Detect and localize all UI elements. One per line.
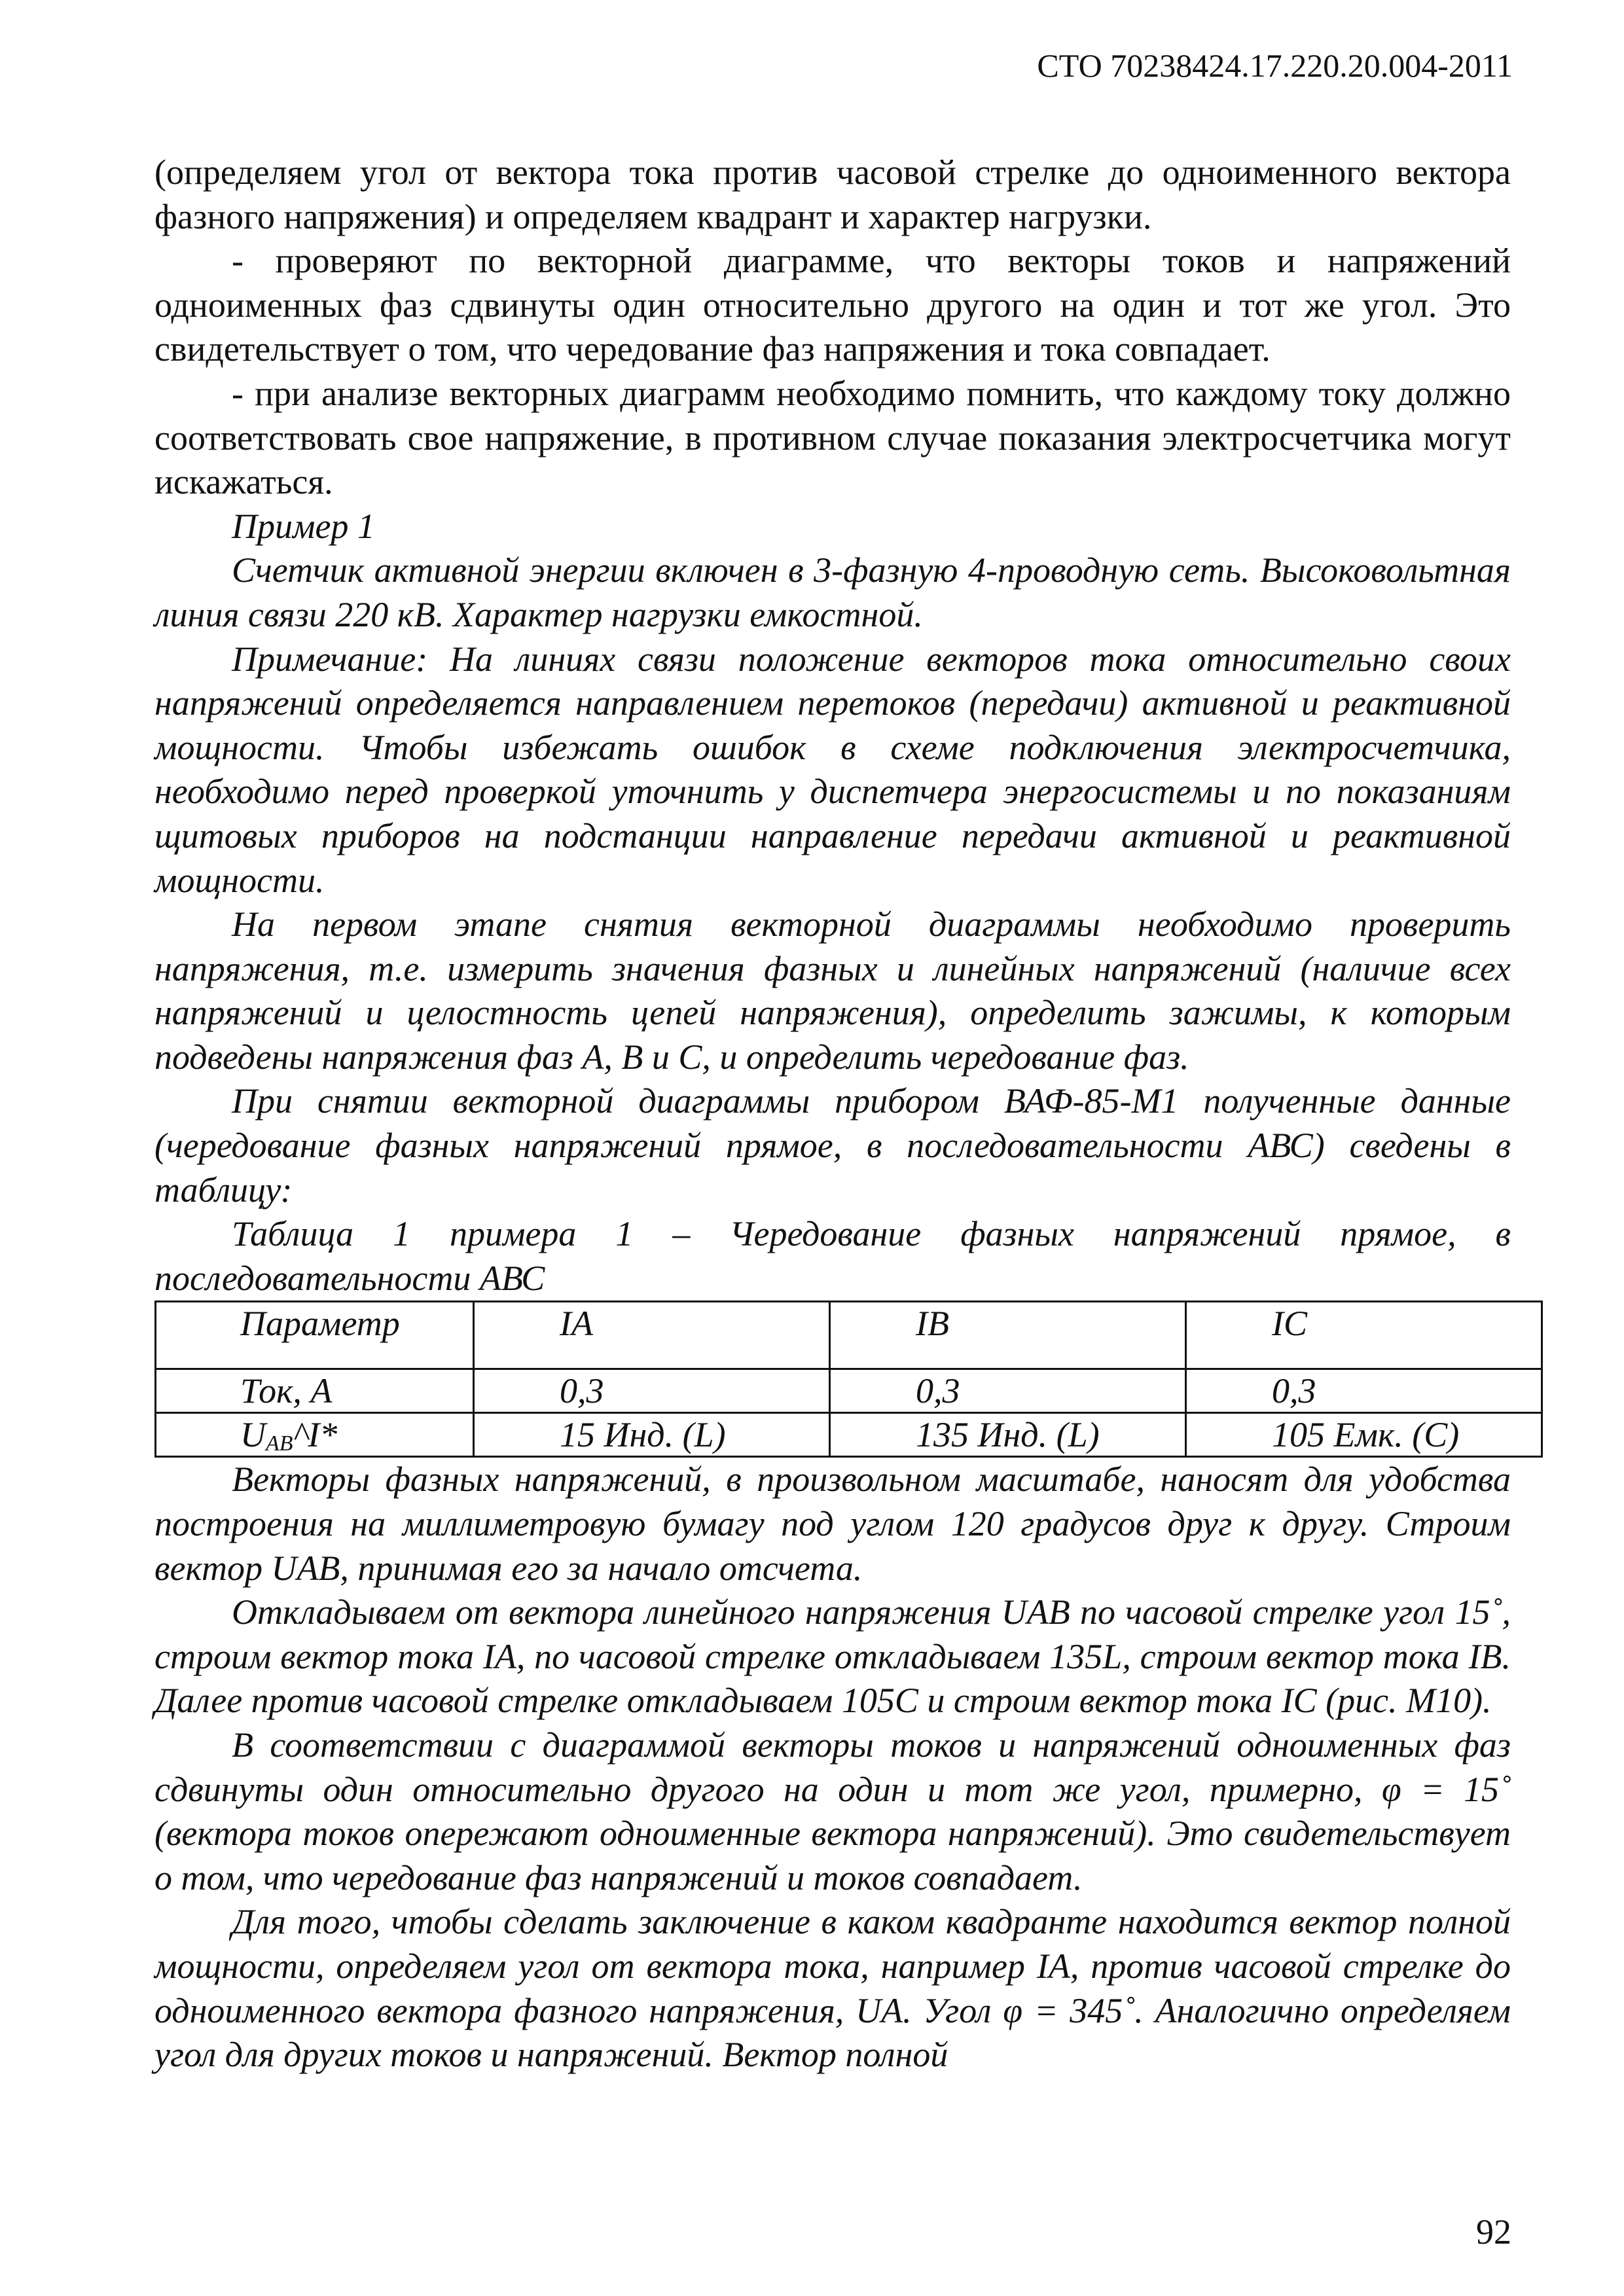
table-header-cell: IC: [1186, 1302, 1542, 1369]
paragraph-check-vectors: - проверяют по векторной диаграмме, что векторы токов и напряжений одноименных фаз сдвинуты один относительно другого на один и тот же угол. Это свидетельствует о том, что чередование фаз напряжения и тока совпадает.: [154, 241, 1511, 369]
angle-label-main: U: [240, 1415, 266, 1455]
table-row-angle: [156, 1413, 1542, 1457]
table-cell: Ток, А: [156, 1369, 474, 1413]
phase-data-table: [154, 1300, 1543, 1458]
table-cell: 105 Емк. (С): [1186, 1413, 1542, 1457]
table-header-row: [156, 1302, 1542, 1369]
table-cell: 0,3: [1186, 1369, 1542, 1413]
paragraph-angle-construction: Откладываем от вектора линейного напряжения UAB по часовой стрелке угол 15˚, строим вектор тока IA, по часовой стрелке откладываем 135L, строим вектор тока IB. Далее против часовой стрелке откладываем 105С и строим вектор тока IC (рис. М10).: [154, 1592, 1511, 1721]
paragraph-continuation: (определяем угол от вектора тока против часовой стрелке до одноименного вектора фазного напряжения) и определяем квадрант и характер нагрузки.: [154, 152, 1511, 236]
table-cell: 0,3: [830, 1369, 1186, 1413]
page-body: [154, 151, 1511, 2077]
paragraph-power-quadrant: Для того, чтобы сделать заключение в каком квадранте находится вектор полной мощности, определяем угол от вектора тока, например IA, против часовой стрелке до одноименного вектора фазного напряжения, UA. Угол φ = 345˚. Аналогично определяем угол для других токов и напряжений. Вектор полной: [154, 1902, 1511, 2075]
table-cell: 135 Инд. (L): [830, 1413, 1186, 1457]
example-heading: Пример 1: [232, 506, 375, 546]
paragraph-note: Примечание: На линиях связи положение векторов тока относительно своих напряжений определяется направлением перетоков (передачи) активной и реактивной мощности. Чтобы избежать ошибок в схеме подключения электросчетчика, необходимо перед проверкой уточнить у диспетчера энергосистемы и по показаниям щитовых приборов на подстанции направление передачи активной и реактивной мощности.: [154, 639, 1511, 900]
angle-label-subscript: AB: [266, 1431, 293, 1456]
angle-label-tail: ^I*: [293, 1415, 338, 1455]
paragraph-diagram-conclusion: В соответствии с диаграммой векторы токов и напряжений одноименных фаз сдвинуты один относительно другого на один и тот же угол, примерно, φ = 15˚ (вектора токов опережают одноименные вектора напряжений). Это свидетельствует о том, что чередование фаз напряжений и токов совпадает.: [154, 1725, 1511, 1897]
table-row-current: [156, 1369, 1542, 1413]
page-number: 92: [1476, 2212, 1511, 2251]
table-header-cell: IA: [474, 1302, 830, 1369]
table-header-cell: IB: [830, 1302, 1186, 1369]
table-cell: 15 Инд. (L): [474, 1413, 830, 1457]
paragraph-instrument-data: При снятии векторной диаграммы прибором ВАФ-85-М1 полученные данные (чередование фазных напряжений прямое, в последовательности АВС) сведены в таблицу:: [154, 1081, 1511, 1210]
paragraph-analysis-note: - при анализе векторных диаграмм необходимо помнить, что каждому току должно соответствовать свое напряжение, в противном случае показания электросчетчика могут искажаться.: [154, 373, 1511, 502]
table-caption: Таблица 1 примера 1 – Чередование фазных напряжений прямое, в последовательности АВС: [154, 1214, 1511, 1298]
table-cell-angle-label: [156, 1413, 474, 1457]
table-header-cell: Параметр: [156, 1302, 474, 1369]
paragraph-first-stage: На первом этапе снятия векторной диаграммы необходимо проверить напряжения, т.е. измерить значения фазных и линейных напряжений (наличие всех напряжений и целостность цепей напряжения), определить зажимы, к которым подведены напряжения фаз А, В и С, и определить чередование фаз.: [154, 905, 1511, 1077]
paragraph-example-description: Счетчик активной энергии включен в 3-фазную 4-проводную сеть. Высоковольтная линия связи 220 кВ. Характер нагрузки емкостной.: [154, 550, 1511, 634]
document-code-header: СТО 70238424.17.220.20.004-2011: [1037, 47, 1513, 84]
paragraph-phase-vectors: Векторы фазных напряжений, в произвольном масштабе, наносят для удобства построения на миллиметровую бумагу под углом 120 градусов друг к другу. Строим вектор UAB, принимая его за начало отсчета.: [154, 1460, 1511, 1588]
table-cell: 0,3: [474, 1369, 830, 1413]
